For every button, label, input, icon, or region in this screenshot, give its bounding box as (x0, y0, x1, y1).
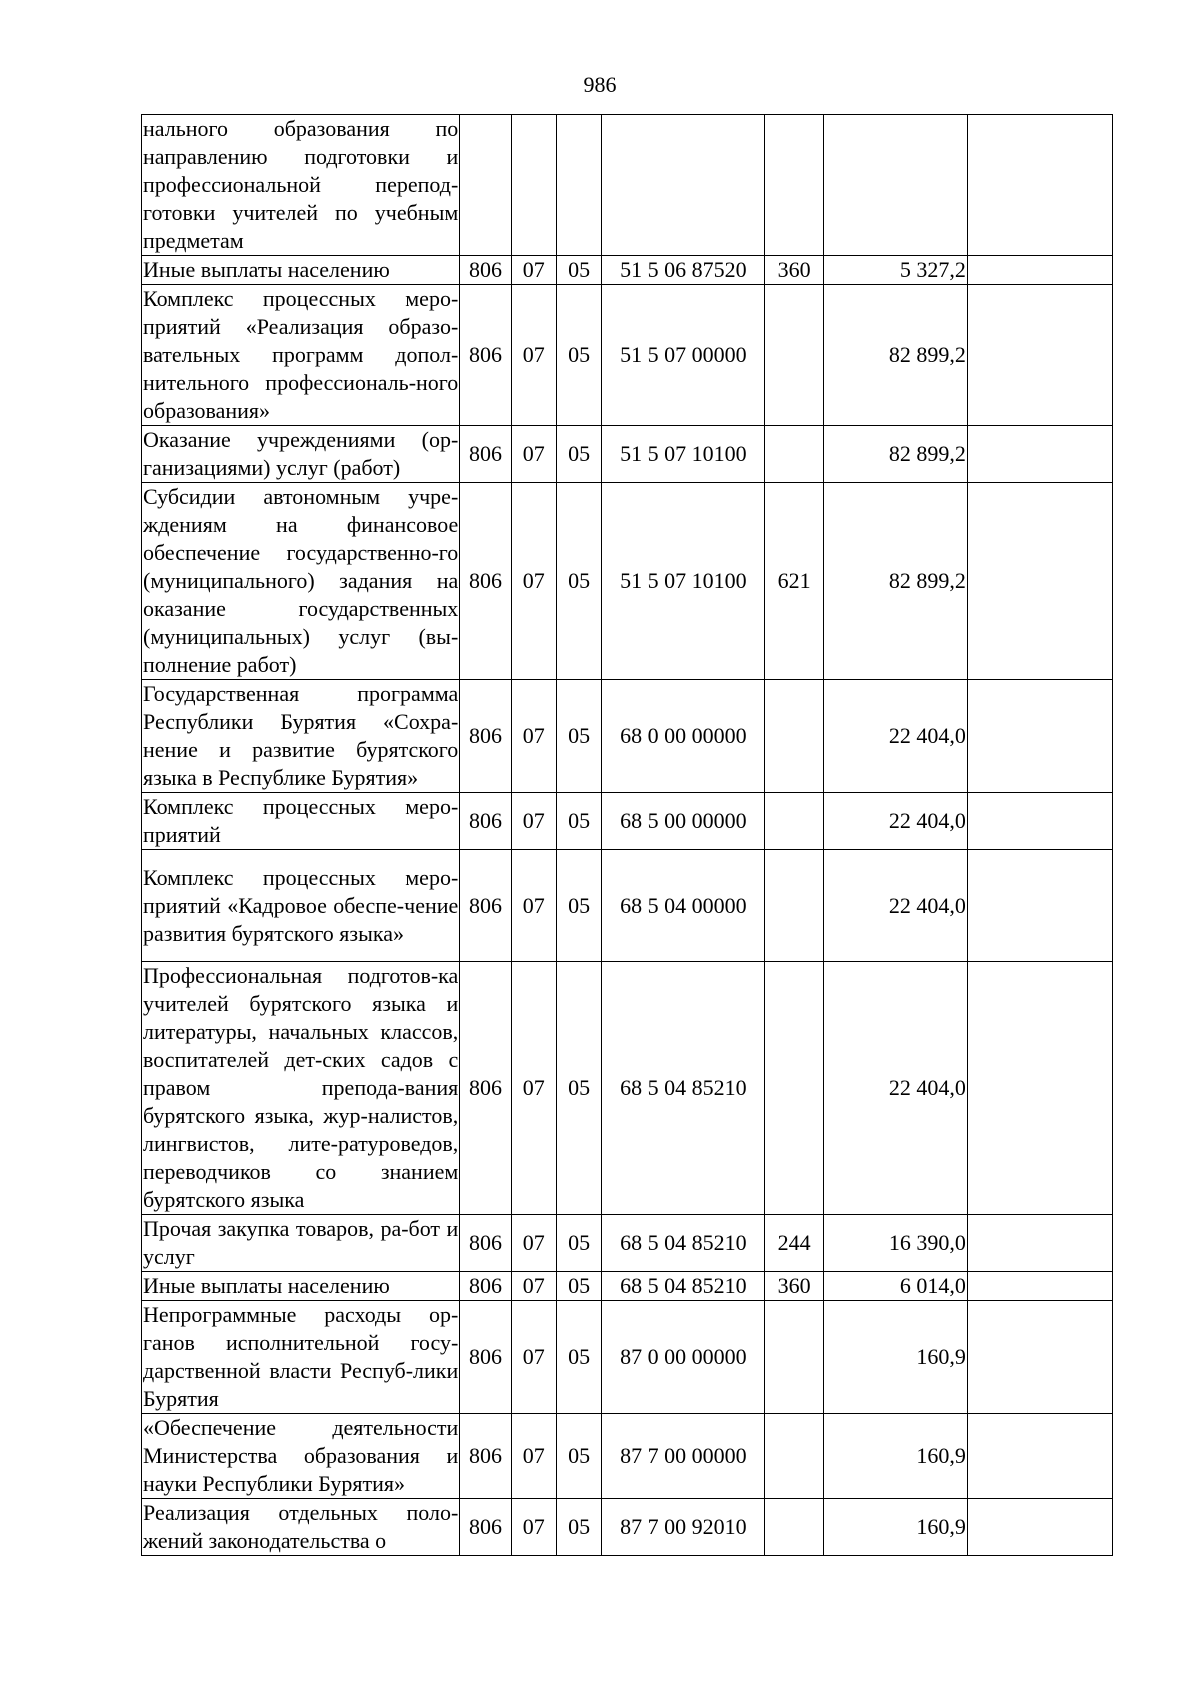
expense-type-cell (765, 1301, 823, 1414)
budget-table-body (142, 115, 1113, 1556)
subsection-cell: 05 (556, 483, 601, 680)
extra-cell (967, 426, 1112, 483)
target-article-cell: 68 5 00 00000 (602, 793, 765, 850)
extra-cell (967, 1272, 1112, 1301)
expense-name-cell: Государственная программа Республики Бурятия «Сохра-нение и развитие бурятского языка в Республике Бурятия» (142, 680, 460, 793)
subsection-cell: 05 (556, 1414, 601, 1499)
section-cell: 07 (511, 850, 556, 962)
page-number: 986 (583, 72, 617, 97)
table-row (142, 1272, 1113, 1301)
expense-name-cell: Иные выплаты населению (142, 256, 460, 285)
budget-table (141, 114, 1113, 1556)
target-article-cell: 68 5 04 85210 (602, 1272, 765, 1301)
table-row (142, 483, 1113, 680)
amount-cell: 82 899,2 (823, 483, 967, 680)
section-cell: 07 (511, 1414, 556, 1499)
expense-name-cell: «Обеспечение деятельности Министерства образования и науки Республики Бурятия» (142, 1414, 460, 1499)
section-cell: 07 (511, 285, 556, 426)
gov-code-cell: 806 (460, 483, 511, 680)
expense-type-cell (765, 1499, 823, 1556)
target-article-cell: 87 7 00 92010 (602, 1499, 765, 1556)
expense-name-cell: Комплекс процессных меро-приятий «Кадровое обеспе-чение развития бурятского языка» (142, 850, 460, 962)
target-article-cell: 87 0 00 00000 (602, 1301, 765, 1414)
expense-name-cell: Непрограммные расходы ор-ганов исполнительной госу-дарственной власти Респуб-лики Бурятия (142, 1301, 460, 1414)
subsection-cell: 05 (556, 1215, 601, 1272)
gov-code-cell: 806 (460, 1301, 511, 1414)
amount-cell: 6 014,0 (823, 1272, 967, 1301)
amount-cell: 82 899,2 (823, 426, 967, 483)
subsection-cell (556, 115, 601, 256)
target-article-cell: 51 5 07 10100 (602, 483, 765, 680)
table-row (142, 1215, 1113, 1272)
table-row (142, 285, 1113, 426)
section-cell: 07 (511, 426, 556, 483)
gov-code-cell: 806 (460, 793, 511, 850)
expense-type-cell: 621 (765, 483, 823, 680)
expense-name-cell: Комплекс процессных меро-приятий «Реализация образо-вательных программ допол-нительного профессиональ-ного образования» (142, 285, 460, 426)
table-row (142, 1499, 1113, 1556)
gov-code-cell: 806 (460, 285, 511, 426)
amount-cell: 22 404,0 (823, 793, 967, 850)
target-article-cell (602, 115, 765, 256)
gov-code-cell: 806 (460, 680, 511, 793)
expense-type-cell: 360 (765, 1272, 823, 1301)
gov-code-cell: 806 (460, 1499, 511, 1556)
target-article-cell: 51 5 06 87520 (602, 256, 765, 285)
amount-cell: 160,9 (823, 1414, 967, 1499)
section-cell: 07 (511, 962, 556, 1215)
section-cell: 07 (511, 1301, 556, 1414)
amount-cell: 160,9 (823, 1499, 967, 1556)
gov-code-cell: 806 (460, 1215, 511, 1272)
expense-name-cell: Субсидии автономным учре-ждениям на финансовое обеспечение государственно-го (муниципального) задания на оказание государственных (муниципальных) услуг (вы-полнение работ) (142, 483, 460, 680)
target-article-cell: 68 5 04 00000 (602, 850, 765, 962)
amount-cell: 82 899,2 (823, 285, 967, 426)
gov-code-cell: 806 (460, 1272, 511, 1301)
gov-code-cell: 806 (460, 256, 511, 285)
extra-cell (967, 1301, 1112, 1414)
subsection-cell: 05 (556, 1301, 601, 1414)
subsection-cell: 05 (556, 1499, 601, 1556)
table-row (142, 962, 1113, 1215)
expense-name-cell: Оказание учреждениями (ор-ганизациями) услуг (работ) (142, 426, 460, 483)
target-article-cell: 68 5 04 85210 (602, 962, 765, 1215)
subsection-cell: 05 (556, 1272, 601, 1301)
extra-cell (967, 962, 1112, 1215)
subsection-cell: 05 (556, 793, 601, 850)
section-cell: 07 (511, 1499, 556, 1556)
target-article-cell: 68 0 00 00000 (602, 680, 765, 793)
table-row (142, 426, 1113, 483)
expense-type-cell (765, 962, 823, 1215)
table-row (142, 115, 1113, 256)
expense-type-cell (765, 115, 823, 256)
subsection-cell: 05 (556, 850, 601, 962)
subsection-cell: 05 (556, 426, 601, 483)
subsection-cell: 05 (556, 680, 601, 793)
table-row (142, 793, 1113, 850)
extra-cell (967, 1215, 1112, 1272)
amount-cell: 22 404,0 (823, 962, 967, 1215)
section-cell: 07 (511, 256, 556, 285)
extra-cell (967, 793, 1112, 850)
target-article-cell: 87 7 00 00000 (602, 1414, 765, 1499)
subsection-cell: 05 (556, 962, 601, 1215)
extra-cell (967, 1414, 1112, 1499)
table-row (142, 1414, 1113, 1499)
amount-cell (823, 115, 967, 256)
expense-type-cell: 244 (765, 1215, 823, 1272)
expense-type-cell (765, 850, 823, 962)
section-cell: 07 (511, 1272, 556, 1301)
gov-code-cell: 806 (460, 426, 511, 483)
subsection-cell: 05 (556, 285, 601, 426)
expense-name-cell: Иные выплаты населению (142, 1272, 460, 1301)
gov-code-cell: 806 (460, 1414, 511, 1499)
amount-cell: 16 390,0 (823, 1215, 967, 1272)
table-row (142, 680, 1113, 793)
extra-cell (967, 850, 1112, 962)
extra-cell (967, 680, 1112, 793)
amount-cell: 160,9 (823, 1301, 967, 1414)
extra-cell (967, 483, 1112, 680)
extra-cell (967, 1499, 1112, 1556)
section-cell: 07 (511, 680, 556, 793)
gov-code-cell: 806 (460, 850, 511, 962)
expense-type-cell: 360 (765, 256, 823, 285)
extra-cell (967, 285, 1112, 426)
expense-type-cell (765, 285, 823, 426)
section-cell: 07 (511, 793, 556, 850)
target-article-cell: 51 5 07 00000 (602, 285, 765, 426)
expense-type-cell (765, 426, 823, 483)
table-row (142, 850, 1113, 962)
expense-name-cell: Профессиональная подготов-ка учителей бурятского языка и литературы, начальных классов, воспитателей дет-ских садов с правом препода-вания бурятского языка, жур-налистов, лингвистов, лите-ратуроведов, переводчиков со знанием бурятского языка (142, 962, 460, 1215)
amount-cell: 22 404,0 (823, 850, 967, 962)
expense-type-cell (765, 1414, 823, 1499)
expense-type-cell (765, 680, 823, 793)
expense-type-cell (765, 793, 823, 850)
table-row (142, 256, 1113, 285)
target-article-cell: 68 5 04 85210 (602, 1215, 765, 1272)
expense-name-cell: Реализация отдельных поло-жений законодательства о (142, 1499, 460, 1556)
table-row (142, 1301, 1113, 1414)
section-cell: 07 (511, 483, 556, 680)
target-article-cell: 51 5 07 10100 (602, 426, 765, 483)
section-cell: 07 (511, 1215, 556, 1272)
expense-name-cell: Комплекс процессных меро-приятий (142, 793, 460, 850)
expense-name-cell: нального образования по направлению подготовки и профессиональной перепод-готовки учителей по учебным предметам (142, 115, 460, 256)
amount-cell: 5 327,2 (823, 256, 967, 285)
extra-cell (967, 115, 1112, 256)
extra-cell (967, 256, 1112, 285)
amount-cell: 22 404,0 (823, 680, 967, 793)
subsection-cell: 05 (556, 256, 601, 285)
section-cell (511, 115, 556, 256)
gov-code-cell: 806 (460, 962, 511, 1215)
expense-name-cell: Прочая закупка товаров, ра-бот и услуг (142, 1215, 460, 1272)
gov-code-cell (460, 115, 511, 256)
